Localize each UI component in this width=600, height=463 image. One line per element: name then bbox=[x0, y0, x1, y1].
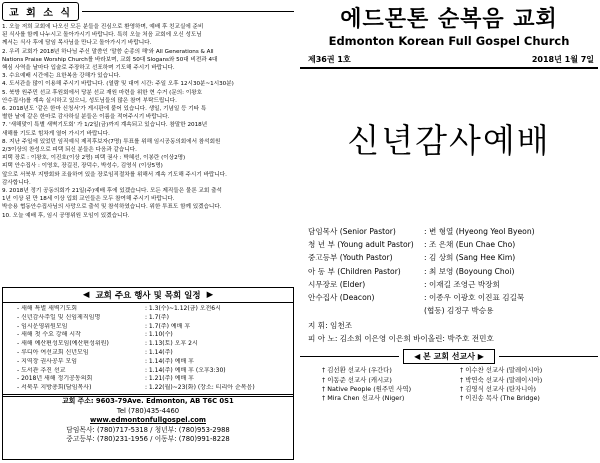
church-website-link[interactable]: www.edmontonfullgospel.com bbox=[89, 416, 206, 425]
divider bbox=[300, 356, 399, 357]
missionary-item: † Mira Chen 선교사 (Niger) bbox=[322, 394, 405, 403]
staff-role: 시무장로 (Elder) bbox=[308, 279, 366, 289]
staff-role: 중고등부 (Youth Pastor) bbox=[308, 253, 393, 263]
staff-row bbox=[308, 265, 598, 278]
schedule-event-date: : 1.21(주) 예배 후 bbox=[145, 375, 194, 383]
service-title: 신년감사예배 bbox=[347, 121, 551, 160]
notice-line: 4. 도서관을 많이 이용해 주시기 바랍니다. (열람 및 대여 시간: 주일 오후 12시30분~1시30분) bbox=[2, 81, 234, 88]
staff-row bbox=[308, 291, 598, 304]
notice-line: 8. 지난 주일에 있었던 임직예식 제직후보자(7명) 투표를 위해 임시공동의회에서 참석회원 bbox=[2, 138, 221, 145]
missionary-item: † 김영식 선교사 (탄자니아) bbox=[460, 384, 537, 393]
left-column bbox=[2, 2, 294, 460]
schedule-title: ◀ 교회 주요 행사 및 목회 일정 ▶ bbox=[3, 288, 293, 303]
schedule-row bbox=[17, 314, 287, 323]
schedule-event-date: : 1.3(수)~1.12(금) 오전6시 bbox=[145, 305, 221, 312]
notice-line: 박승용 협동안수집사님의 사망으로 출석 및 참석하였습니다. 위한 투표도 함께 있겠습니다. bbox=[2, 204, 222, 211]
missionary-item: † 이진송 목사 (The Bridge) bbox=[460, 394, 540, 403]
phone-line-2: 중고등부: (780)231-1956 / 이동부: (780)991-8228 bbox=[66, 435, 230, 444]
schedule-row bbox=[17, 305, 287, 314]
staff-name: : 최 보영 (Boyoung Choi) bbox=[424, 266, 515, 276]
staff-role: 청 년 부 (Young adult Pastor) bbox=[308, 240, 414, 250]
missionaries-title: ◀ 본 교회 선교사 ▶ bbox=[403, 349, 495, 364]
schedule-row bbox=[17, 367, 287, 376]
notice-line: 9. 2018년 정기 공동의회가 21일(주)예배 후에 있겠습니다. 모든 제직들은 물론 교회 출석 bbox=[2, 188, 222, 195]
schedule-event-name: - 새해 예산편성모임(예산편성위원) bbox=[17, 340, 109, 348]
missionary-item: † 김선환 선교사 (우간다) bbox=[322, 366, 392, 375]
notice-line: Nations Praise Worship Church를 바라보며, 교회 50대 Slogans와 50대 비전과 4대 bbox=[2, 56, 218, 63]
schedule-event-name: - 루디아 여선교회 신년모임 bbox=[17, 348, 89, 356]
schedule-event-name: - 새해 특별 새벽기도회 bbox=[17, 305, 78, 312]
schedule-event-date: : 1.13(토) 오후 2시 bbox=[145, 340, 198, 348]
schedule-row bbox=[17, 384, 287, 393]
notice-line: 6. 2018년도 '같은 한마 신청서'가 게시판에 붙어 있습니다. 생일, 기념일 등 기타 특 bbox=[2, 106, 207, 113]
staff-role: 담임목사 (Senior Pastor) bbox=[308, 227, 396, 236]
schedule-event-date: : 1.14(주) 예배 후 bbox=[145, 357, 194, 365]
schedule-title-text: 교회 주요 행사 및 목회 일정 bbox=[95, 291, 201, 301]
notice-line: 새해를 기도로 힘차게 열어 가시기 바랍니다. bbox=[2, 130, 110, 137]
issue-date: 2018년 1월 7일 bbox=[531, 55, 594, 64]
notice-line: 별한 날에 같은 한마로 감사하실 분들은 이름을 적어주시기 바랍니다. bbox=[2, 114, 170, 121]
issue-info bbox=[300, 54, 598, 65]
schedule-event-name: - 도서관 추진 선교 bbox=[17, 366, 66, 374]
staff-row bbox=[308, 238, 598, 251]
schedule-row bbox=[17, 375, 287, 384]
missionary-item: † Native People (원주민 사역) bbox=[322, 384, 412, 393]
staff-role: 안수집사 (Deacon) bbox=[308, 293, 375, 303]
church-tel: Tel (780)435-4460 bbox=[116, 406, 180, 415]
schedule-list bbox=[3, 303, 293, 396]
schedule-event-date: : 1.14(주) bbox=[145, 348, 173, 356]
accompany-line: 피 아 노: 김소희 이은영 이은희 바이올린: 박주호 전민호 bbox=[308, 334, 494, 344]
staff-role: 아 동 부 (Children Pastor) bbox=[308, 266, 401, 276]
issue-number: 제36권 1호 bbox=[308, 55, 351, 64]
notice-line: 피택 안수집사 : 이영호, 장길진, 장덕수, 박성수, 김영식 (이상5명) bbox=[2, 163, 163, 170]
notice-line: 5. 북방 원주민 선교 후원회에서 당분 선교 재원 마련을 위한 현 수거 (문의: 이왕호 bbox=[2, 89, 203, 96]
notice-line: 7. '새해맞이 특별 새벽기도회' 가 1/2일(금)까지 계속되고 있습니다. 참말한 2018년 bbox=[2, 122, 208, 129]
staff-row bbox=[308, 251, 598, 264]
schedule-event-date: : 1.22(월)~23(화) (장소: 티리아 순복음) bbox=[145, 384, 255, 392]
staff-list bbox=[300, 225, 598, 317]
music-credits bbox=[300, 319, 598, 345]
schedule-event-date: : 1.7(주) 예배 후 bbox=[145, 322, 191, 330]
notice-line: 된 식사를 함께 나누시고 돌아가시기 바랍니다. 특히 오늘 처음 교회에 오신 성도님 bbox=[2, 32, 202, 39]
notice-line: 1년 이상 된 만 18세 이상 입회 교인들은 모두 참여해 주시기 바랍니다. bbox=[2, 196, 175, 203]
staff-name: : 조 은채 (Eun Chae Cho) bbox=[424, 240, 516, 250]
staff-row bbox=[308, 278, 598, 291]
schedule-row bbox=[17, 340, 287, 349]
schedule-event-date: : 1.7(주) bbox=[145, 313, 169, 321]
staff-role bbox=[308, 304, 424, 317]
missionaries-list bbox=[300, 364, 598, 403]
notices-header bbox=[2, 2, 294, 20]
schedule-box bbox=[2, 287, 294, 397]
staff-name: : 김 상희 (Sang Hee Kim) bbox=[424, 253, 516, 263]
schedule-row bbox=[17, 323, 287, 332]
church-address: 교회 주소: 9603-79Ave. Edmonton, AB T6C 0S1 bbox=[62, 397, 234, 405]
notice-line: 3. 수요예배 시간에는 요한복음 강해가 있습니다. bbox=[2, 73, 121, 80]
notices-list bbox=[2, 23, 294, 220]
notice-line: 피택 장로 : 이왕호, 이진호(이상 2명) 피택 권사 : 박혜선, 이봉란 (이상2명) bbox=[2, 155, 186, 162]
notice-line: 안수집사)를 계속 실시하고 있으니, 성도님들의 많은 참여 부탁드립니다. bbox=[2, 97, 177, 104]
missionaries-header bbox=[300, 349, 598, 364]
missionary-item: † 이동준 선교사 (캐시코) bbox=[322, 375, 392, 384]
divider bbox=[82, 11, 294, 12]
missionary-item: † 이수찬 선교사 (말레이시아) bbox=[460, 366, 543, 375]
divider bbox=[499, 356, 598, 357]
right-column bbox=[300, 2, 598, 460]
schedule-event-date: : 1.10(수) bbox=[145, 331, 173, 339]
schedule-event-name: - 지역장 권사공부 모임 bbox=[17, 357, 78, 365]
schedule-row bbox=[17, 331, 287, 340]
staff-name: (협동) 김정구 박승용 bbox=[424, 306, 494, 316]
notice-line: 핵심 사역을 날마다 입술로 주장하고 선포하며 기도해 주시기 바랍니다. bbox=[2, 65, 175, 72]
schedule-event-name: - 서북부 지방총회(담임목사) bbox=[17, 384, 92, 392]
schedule-event-name: - 임시운영위원모임 bbox=[17, 322, 68, 330]
schedule-event-name: - 새해 첫 수요 강해 시작 bbox=[17, 331, 81, 339]
schedule-event-date: : 1.14(주) 예배 후 (오후3:30) bbox=[145, 366, 226, 374]
staff-name: : 이종우 이광호 이진표 김길묵 bbox=[424, 293, 525, 303]
staff-name: : 이재길 조영근 박장희 bbox=[424, 279, 500, 289]
notice-line: 감사합니다. bbox=[2, 179, 31, 186]
staff-row bbox=[308, 225, 598, 238]
notice-line: 10. 오늘 예배 후, 임시 공명위원 모임이 있겠습니다. bbox=[2, 212, 130, 219]
staff-name: : 변 형열 (Hyeong Yeol Byeon) bbox=[424, 227, 535, 236]
phone-line-1: 담임목사: (780)717-5318 / 청년부: (780)953-2988 bbox=[66, 425, 230, 434]
contact-box bbox=[2, 394, 294, 460]
schedule-event-name: - 2018년 새해 정기공동의회 bbox=[17, 375, 93, 383]
notice-line: 1. 오늘 저희 교회에 나오신 모든 분들을 진심으로 환영하며, 예배 후 친교실에 준비 bbox=[2, 24, 204, 30]
church-name-english: Edmonton Korean Full Gospel Church bbox=[328, 34, 570, 48]
notices-title: 교 회 소 식 bbox=[2, 2, 79, 21]
schedule-event-name: - 신년감사주일 및 신임제직임명 bbox=[17, 313, 101, 321]
divider bbox=[300, 67, 598, 69]
schedule-row bbox=[17, 358, 287, 367]
missionary-item: † 박연숙 선교사 (말레이시아) bbox=[460, 375, 543, 384]
conductor-line: 지 휘: 임천조 bbox=[308, 321, 353, 331]
notice-line: 2/3이상의 찬성으로 피택 되신 분들은 다음과 같습니다. bbox=[2, 147, 137, 154]
missionaries-title-text: 본 교회 선교사 bbox=[423, 352, 475, 362]
church-name-korean: 에드몬톤 순복음 교회 bbox=[340, 7, 558, 32]
notice-line: 앞으로 서북부 지방회와 조율하여 있을 장로임직절차를 위해서 계속 기도해 주시기 바랍니다. bbox=[2, 171, 227, 178]
staff-row bbox=[308, 304, 598, 317]
schedule-row bbox=[17, 349, 287, 358]
notice-line: 2. 우리 교회가 2018년 하나님 주신 말씀인 '말씀 순종의 해'와 All Generations & All bbox=[2, 48, 214, 55]
notice-line: 께서는 식사 후에 담임 목사님을 만나고 돌아가시기 바랍니다. bbox=[2, 40, 152, 47]
